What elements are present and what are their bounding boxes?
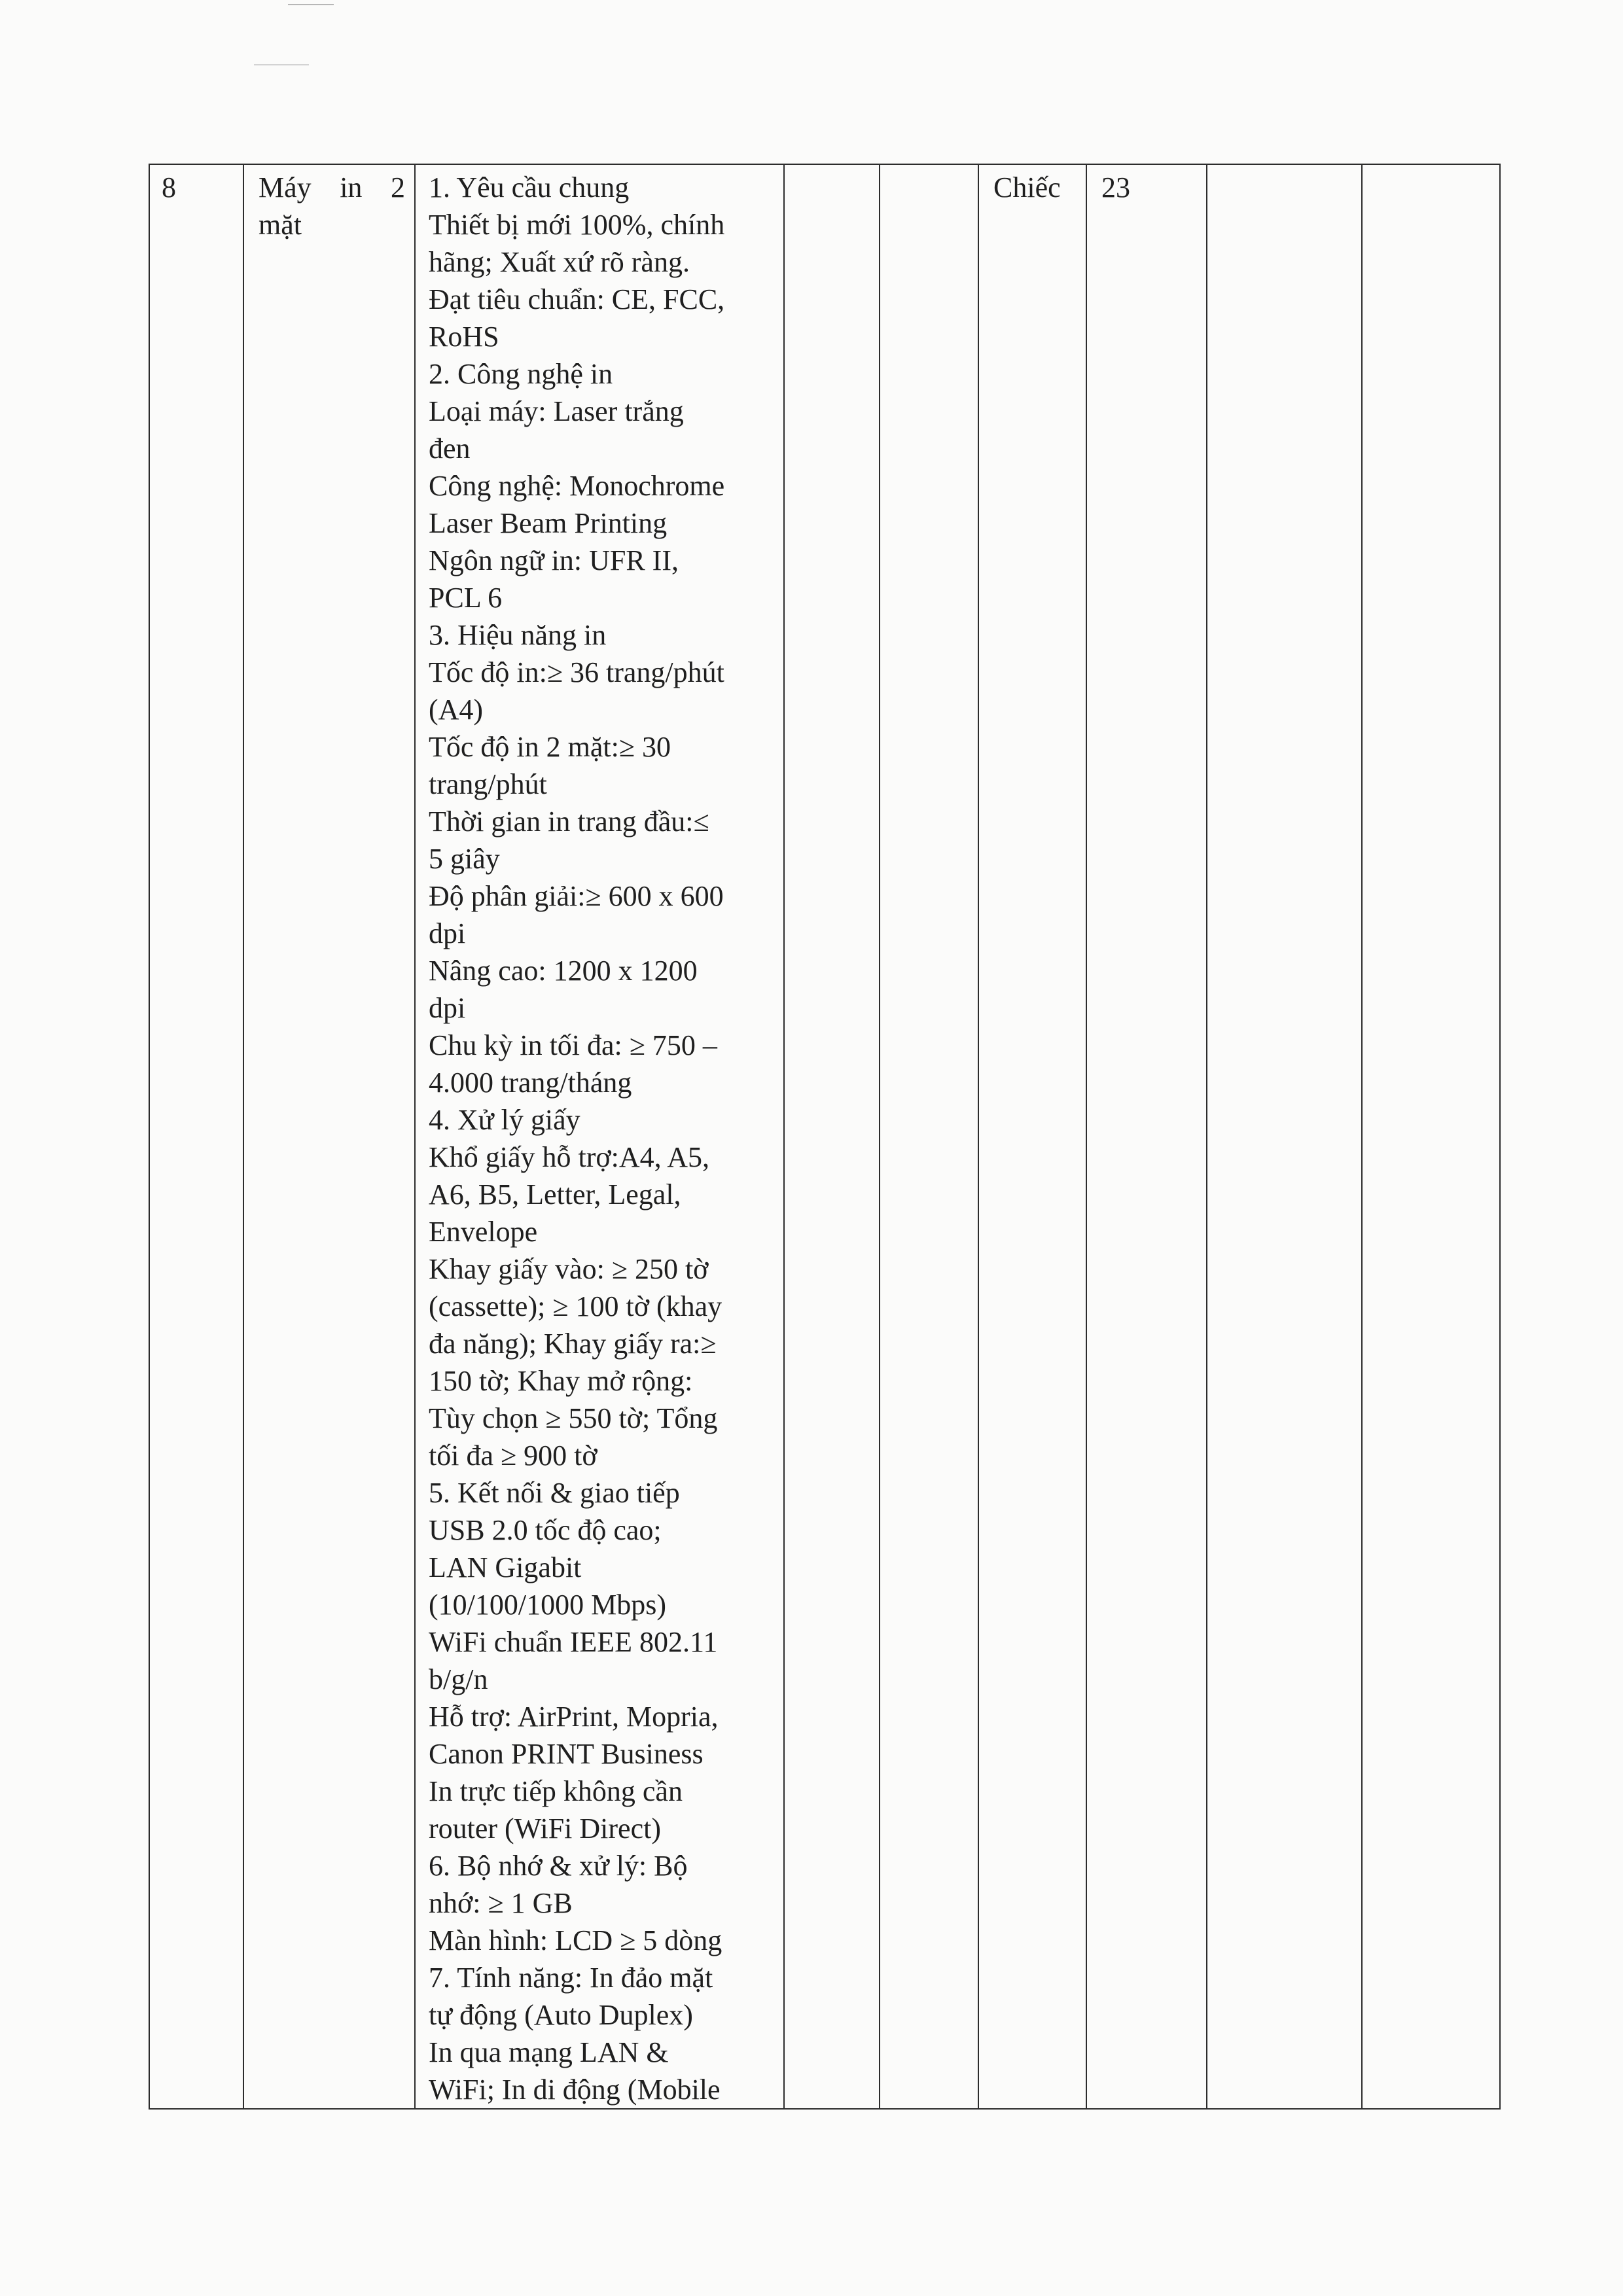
spec-line: Màn hình: LCD ≥ 5 dòng xyxy=(429,1924,722,1956)
spec-line: nhớ: ≥ 1 GB xyxy=(429,1887,573,1919)
spec-line: 6. Bộ nhớ & xử lý: Bộ xyxy=(429,1850,688,1882)
quantity-value: 23 xyxy=(1101,171,1130,203)
empty-cell xyxy=(784,164,880,2109)
spec-line: Hỗ trợ: AirPrint, Mopria, xyxy=(429,1701,719,1733)
spec-line: Đạt tiêu chuẩn: CE, FCC, xyxy=(429,283,725,315)
spec-line: 5 giây xyxy=(429,843,500,875)
spec-line: Nâng cao: 1200 x 1200 xyxy=(429,955,698,987)
spec-line: dpi xyxy=(429,917,466,949)
empty-cell xyxy=(1362,164,1500,2109)
spec-line: b/g/n xyxy=(429,1663,488,1695)
spec-line: hãng; Xuất xứ rõ ràng. xyxy=(429,246,690,278)
table-row xyxy=(149,164,1500,2109)
spec-line: In trực tiếp không cần xyxy=(429,1775,683,1807)
spec-line: In qua mạng LAN & xyxy=(429,2036,669,2068)
spec-line: tối đa ≥ 900 tờ xyxy=(429,1439,597,1472)
spec-line: Độ phân giải:≥ 600 x 600 xyxy=(429,880,724,912)
spec-line: WiFi; In di động (Mobile xyxy=(429,2074,721,2106)
row-index-cell xyxy=(149,164,243,2109)
spec-line: Tốc độ in:≥ 36 trang/phút xyxy=(429,656,724,688)
spec-line: Thiết bị mới 100%, chính xyxy=(429,209,725,241)
unit-value: Chiếc xyxy=(993,171,1061,203)
empty-cell xyxy=(1207,164,1362,2109)
product-name-cell xyxy=(243,164,415,2109)
spec-line: 4.000 trang/tháng xyxy=(429,1067,632,1099)
scan-mark xyxy=(288,4,334,5)
spec-line: Công nghệ: Monochrome xyxy=(429,470,725,502)
spec-line: Envelope xyxy=(429,1216,538,1248)
spec-line: 3. Hiệu năng in xyxy=(429,619,607,651)
spec-line: Khổ giấy hỗ trợ:A4, A5, xyxy=(429,1141,710,1173)
spec-line: Canon PRINT Business xyxy=(429,1738,704,1770)
spec-line: LAN Gigabit xyxy=(429,1551,582,1583)
spec-line: Khay giấy vào: ≥ 250 tờ xyxy=(429,1253,709,1285)
empty-cell-content xyxy=(1363,165,1499,169)
spec-line: Laser Beam Printing xyxy=(429,507,668,539)
spec-line: (10/100/1000 Mbps) xyxy=(429,1589,666,1621)
empty-cell xyxy=(880,164,978,2109)
scan-mark xyxy=(254,64,309,65)
spec-line: Loại máy: Laser trắng xyxy=(429,395,684,427)
spec-line: 1. Yêu cầu chung xyxy=(429,171,630,203)
spec-line: WiFi chuẩn IEEE 802.11 xyxy=(429,1626,718,1658)
product-name: Máy in 2 mặt xyxy=(259,171,405,241)
spec-line: Tùy chọn ≥ 550 tờ; Tổng xyxy=(429,1402,718,1434)
empty-cell-content xyxy=(880,165,978,169)
spec-line: (cassette); ≥ 100 tờ (khay xyxy=(429,1290,722,1322)
empty-cell-content xyxy=(1207,165,1361,169)
spec-line: Chu kỳ in tối đa: ≥ 750 – xyxy=(429,1029,717,1061)
quantity-cell xyxy=(1086,164,1207,2109)
spec-line: router (WiFi Direct) xyxy=(429,1812,661,1845)
spec-line: tự động (Auto Duplex) xyxy=(429,1999,693,2031)
spec-line: RoHS xyxy=(429,321,499,353)
spec-line: Thời gian in trang đầu:≤ xyxy=(429,805,709,838)
specification-cell xyxy=(415,164,784,2109)
spec-line: dpi xyxy=(429,992,466,1024)
specification-table xyxy=(149,164,1501,2110)
spec-line: Tốc độ in 2 mặt:≥ 30 xyxy=(429,731,671,763)
row-index: 8 xyxy=(162,171,176,203)
spec-line: 4. Xử lý giấy xyxy=(429,1104,580,1136)
spec-line: 5. Kết nối & giao tiếp xyxy=(429,1477,680,1509)
spec-line: 7. Tính năng: In đảo mặt xyxy=(429,1962,713,1994)
spec-line: trang/phút xyxy=(429,768,547,800)
spec-line: đa năng); Khay giấy ra:≥ xyxy=(429,1328,717,1360)
spec-line: PCL 6 xyxy=(429,582,503,614)
spec-line: A6, B5, Letter, Legal, xyxy=(429,1178,681,1210)
spec-line: USB 2.0 tốc độ cao; xyxy=(429,1514,662,1546)
empty-cell-content xyxy=(785,165,879,169)
spec-line: 150 tờ; Khay mở rộng: xyxy=(429,1365,693,1397)
spec-line: đen xyxy=(429,433,471,465)
spec-line: (A4) xyxy=(429,694,484,726)
spec-line: 2. Công nghệ in xyxy=(429,358,613,390)
spec-line: Ngôn ngữ in: UFR II, xyxy=(429,544,679,576)
unit-cell xyxy=(978,164,1086,2109)
specification-list xyxy=(416,165,783,2108)
